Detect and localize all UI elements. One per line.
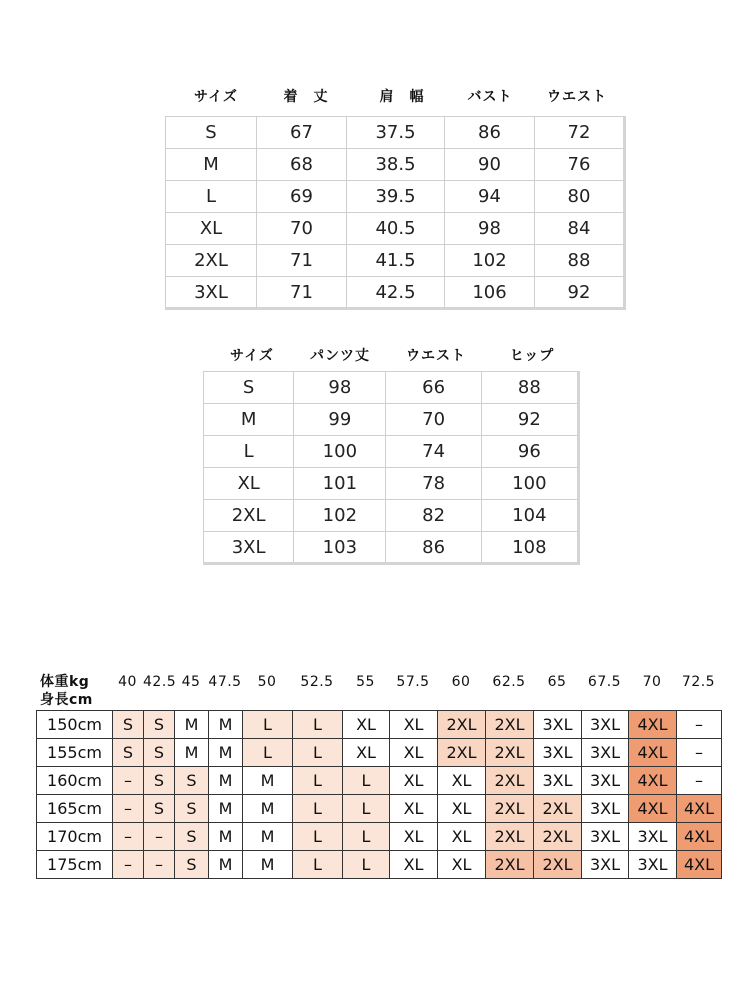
size-cell: S [204, 372, 294, 404]
size-cell: S [175, 767, 209, 795]
size-cell: – [113, 823, 144, 851]
size-cell: M [243, 851, 293, 879]
size-cell: M [209, 851, 243, 879]
size-chart-row [37, 795, 722, 823]
size-cell: 3XL [582, 739, 629, 767]
size-cell: 3XL [582, 851, 629, 879]
pants-table-row [204, 372, 579, 404]
size-cell: M [166, 149, 257, 181]
size-cell: 4XL [677, 823, 722, 851]
measurement-cell: 86 [386, 532, 481, 564]
top-table-row [166, 277, 625, 309]
measurement-cell: 101 [294, 468, 386, 500]
height-axis-label: 身長cm [40, 692, 93, 708]
measurement-cell: 86 [445, 117, 535, 149]
size-cell: 2XL [486, 767, 534, 795]
size-cell: L [243, 711, 293, 739]
measurement-cell: 90 [445, 149, 535, 181]
top-table-row [166, 245, 625, 277]
size-cell: M [209, 739, 243, 767]
size-cell: – [677, 711, 722, 739]
weight-label: 62.5 [492, 674, 526, 690]
size-cell: M [209, 711, 243, 739]
measurement-cell: 96 [481, 436, 578, 468]
pants-table-row [204, 532, 579, 564]
size-chart-row [37, 739, 722, 767]
pants-header-size: サイズ [230, 348, 274, 364]
height-label: 175cm [37, 851, 113, 879]
size-cell: XL [166, 213, 257, 245]
height-label: 155cm [37, 739, 113, 767]
height-label: 170cm [37, 823, 113, 851]
measurement-cell: 37.5 [347, 117, 445, 149]
size-cell: XL [390, 711, 438, 739]
size-chart-row [37, 711, 722, 739]
size-chart-row [37, 851, 722, 879]
measurement-cell: 102 [445, 245, 535, 277]
measurement-cell: 98 [445, 213, 535, 245]
size-cell: L [293, 711, 343, 739]
size-cell: 4XL [629, 767, 677, 795]
size-cell: 3XL [582, 795, 629, 823]
size-cell: XL [343, 711, 390, 739]
measurement-cell: 41.5 [347, 245, 445, 277]
size-cell: XL [204, 468, 294, 500]
size-cell: L [343, 823, 390, 851]
size-cell: L [293, 823, 343, 851]
pants-header-hip: ヒップ [509, 348, 555, 364]
size-cell: L [293, 739, 343, 767]
weight-label: 42.5 [143, 674, 177, 690]
size-cell: 4XL [629, 711, 677, 739]
size-cell: XL [438, 767, 486, 795]
weight-label: 50 [257, 674, 277, 690]
measurement-cell: 100 [481, 468, 578, 500]
size-cell: 3XL [582, 823, 629, 851]
size-cell: S [175, 851, 209, 879]
measurement-cell: 94 [445, 181, 535, 213]
size-cell: 3XL [629, 823, 677, 851]
weight-label: 67.5 [587, 674, 622, 690]
pants-header-pants-length: パンツ丈 [310, 348, 370, 364]
size-cell: – [113, 795, 144, 823]
size-cell: 3XL [582, 767, 629, 795]
measurement-cell: 40.5 [347, 213, 445, 245]
measurement-cell: 66 [386, 372, 481, 404]
pants-size-table [203, 371, 580, 565]
size-cell: M [209, 795, 243, 823]
measurement-cell: 99 [294, 404, 386, 436]
size-cell: M [209, 767, 243, 795]
size-cell: S [113, 711, 144, 739]
size-cell: XL [390, 739, 438, 767]
top-table-row [166, 117, 625, 149]
size-cell: 3XL [166, 277, 257, 309]
measurement-cell: 92 [535, 277, 625, 309]
pants-table-row [204, 436, 579, 468]
size-cell: 3XL [204, 532, 294, 564]
size-cell: L [243, 739, 293, 767]
size-cell: – [677, 739, 722, 767]
size-cell: – [113, 767, 144, 795]
size-cell: XL [390, 851, 438, 879]
top-header-waist: ウエスト [547, 89, 607, 105]
size-chart-row [37, 767, 722, 795]
size-cell: – [113, 851, 144, 879]
measurement-cell: 72 [535, 117, 625, 149]
top-header-size: サイズ [194, 89, 238, 105]
measurement-cell: 82 [386, 500, 481, 532]
size-cell: XL [438, 851, 486, 879]
weight-label: 70 [642, 674, 662, 690]
top-header-length: 着 丈 [283, 89, 329, 105]
measurement-cell: 74 [386, 436, 481, 468]
size-cell: L [293, 767, 343, 795]
size-cell: L [166, 181, 257, 213]
size-chart-grid [36, 710, 722, 879]
size-cell: M [204, 404, 294, 436]
weight-label: 55 [356, 674, 375, 690]
measurement-cell: 106 [445, 277, 535, 309]
top-size-table [165, 116, 626, 310]
weight-label: 60 [451, 674, 471, 690]
top-header-bust: バスト [467, 89, 513, 105]
size-cell: S [144, 795, 175, 823]
size-cell: M [243, 823, 293, 851]
size-cell: S [144, 711, 175, 739]
size-cell: 2XL [534, 851, 582, 879]
top-table-row [166, 149, 625, 181]
measurement-cell: 69 [257, 181, 347, 213]
size-cell: M [175, 739, 209, 767]
weight-axis-label: 体重kg [40, 674, 90, 690]
measurement-cell: 100 [294, 436, 386, 468]
weight-label: 40 [118, 674, 137, 690]
size-cell: 2XL [534, 823, 582, 851]
measurement-cell: 92 [481, 404, 578, 436]
size-cell: 2XL [486, 795, 534, 823]
size-cell: XL [438, 823, 486, 851]
size-cell: M [243, 767, 293, 795]
measurement-cell: 71 [257, 277, 347, 309]
measurement-cell: 80 [535, 181, 625, 213]
size-cell: L [293, 795, 343, 823]
size-cell: 4XL [629, 739, 677, 767]
size-cell: 2XL [438, 739, 486, 767]
measurement-cell: 39.5 [347, 181, 445, 213]
size-cell: 3XL [582, 711, 629, 739]
height-label: 165cm [37, 795, 113, 823]
size-cell: L [343, 851, 390, 879]
measurement-cell: 68 [257, 149, 347, 181]
size-cell: L [343, 767, 390, 795]
measurement-cell: 88 [535, 245, 625, 277]
size-cell: XL [390, 795, 438, 823]
measurement-cell: 103 [294, 532, 386, 564]
size-cell: 2XL [486, 851, 534, 879]
height-label: 160cm [37, 767, 113, 795]
size-cell: S [175, 795, 209, 823]
weight-label: 65 [547, 674, 567, 690]
measurement-cell: 38.5 [347, 149, 445, 181]
size-cell: L [343, 795, 390, 823]
size-cell: 2XL [438, 711, 486, 739]
pants-header-waist: ウエスト [406, 348, 466, 364]
measurement-cell: 78 [386, 468, 481, 500]
size-cell: 2XL [534, 795, 582, 823]
measurement-cell: 42.5 [347, 277, 445, 309]
size-cell: XL [390, 767, 438, 795]
top-table-row [166, 213, 625, 245]
size-cell: S [113, 739, 144, 767]
pants-table-row [204, 404, 579, 436]
size-cell: 2XL [204, 500, 294, 532]
top-table-row [166, 181, 625, 213]
measurement-cell: 76 [535, 149, 625, 181]
measurement-cell: 71 [257, 245, 347, 277]
size-cell: 3XL [534, 767, 582, 795]
weight-label: 72.5 [681, 674, 716, 690]
size-cell: 2XL [486, 739, 534, 767]
size-cell: S [166, 117, 257, 149]
weight-label: 57.5 [396, 674, 430, 690]
measurement-cell: 67 [257, 117, 347, 149]
size-cell: XL [343, 739, 390, 767]
size-cell: XL [438, 795, 486, 823]
height-label: 150cm [37, 711, 113, 739]
measurement-cell: 70 [386, 404, 481, 436]
size-cell: L [204, 436, 294, 468]
size-cell: S [175, 823, 209, 851]
size-cell: 2XL [486, 711, 534, 739]
measurement-cell: 88 [481, 372, 578, 404]
weight-label: 52.5 [300, 674, 334, 690]
size-cell: 2XL [486, 823, 534, 851]
size-cell: S [144, 767, 175, 795]
pants-table-row [204, 500, 579, 532]
measurement-cell: 104 [481, 500, 578, 532]
measurement-cell: 98 [294, 372, 386, 404]
size-cell: 3XL [534, 711, 582, 739]
measurement-cell: 108 [481, 532, 578, 564]
size-cell: 4XL [629, 795, 677, 823]
size-cell: XL [390, 823, 438, 851]
size-cell: S [144, 739, 175, 767]
size-cell: 4XL [677, 795, 722, 823]
weight-label: 45 [181, 674, 201, 690]
size-cell: 3XL [534, 739, 582, 767]
size-cell: M [175, 711, 209, 739]
weight-label: 47.5 [208, 674, 242, 690]
size-cell: 4XL [677, 851, 722, 879]
size-chart-row [37, 823, 722, 851]
measurement-cell: 70 [257, 213, 347, 245]
size-cell: M [243, 795, 293, 823]
size-cell: 2XL [166, 245, 257, 277]
size-cell: 3XL [629, 851, 677, 879]
measurement-cell: 84 [535, 213, 625, 245]
size-cell: – [144, 851, 175, 879]
pants-table-row [204, 468, 579, 500]
size-cell: – [677, 767, 722, 795]
size-cell: M [209, 823, 243, 851]
size-cell: L [293, 851, 343, 879]
measurement-cell: 102 [294, 500, 386, 532]
top-header-shoulder: 肩 幅 [379, 89, 425, 105]
size-cell: – [144, 823, 175, 851]
